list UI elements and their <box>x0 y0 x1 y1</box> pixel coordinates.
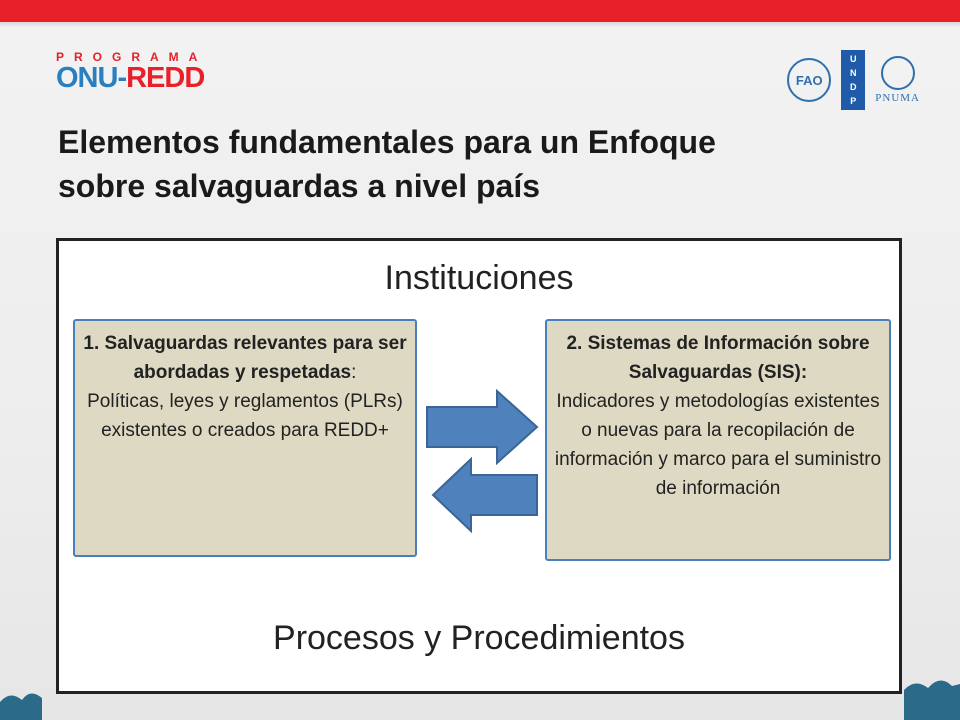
safeguards-box-colon: : <box>351 362 357 383</box>
undp-logo-icon <box>841 50 865 110</box>
fao-logo-text: FAO <box>795 72 823 88</box>
right-arrow-icon <box>425 389 539 465</box>
top-red-bar <box>0 0 960 22</box>
logo-main-text <box>56 62 207 95</box>
logo-onu-text: ONU- <box>56 62 127 94</box>
footer-forest-decoration <box>0 660 960 720</box>
logo-redd-text: REDD <box>126 62 205 94</box>
sis-box <box>545 319 891 561</box>
institutions-label: Instituciones <box>384 259 574 297</box>
safeguards-box <box>73 319 417 557</box>
undp-letter: U <box>850 54 857 64</box>
fao-logo-icon <box>787 58 831 102</box>
processes-label: Procesos y Procedimientos <box>273 619 685 657</box>
partner-logos <box>787 50 920 110</box>
page-title <box>58 120 858 208</box>
left-arrow-icon <box>431 457 539 533</box>
diagram-frame <box>56 238 902 694</box>
title-line-1: Elementos fundamentales para un Enfoque <box>58 124 716 160</box>
pnuma-logo <box>875 56 920 104</box>
undp-letter: N <box>850 68 857 78</box>
logo-programa-text: PROGRAMA <box>56 50 208 64</box>
sis-box-body: Indicadores y metodologías existentes o nuevas para la recopilación de información y marco para el suministro de información <box>554 391 882 499</box>
pnuma-label: PNUMA <box>875 92 920 104</box>
undp-letter: P <box>850 96 857 106</box>
onu-redd-logo <box>56 50 207 95</box>
pnuma-emblem-icon <box>881 56 915 90</box>
undp-letter: D <box>850 82 857 92</box>
title-line-2: sobre salvaguardas a nivel país <box>58 168 541 204</box>
safeguards-box-body: Políticas, leyes y reglamentos (PLRs) existentes o creados para REDD+ <box>87 391 403 441</box>
sis-box-heading: 2. Sistemas de Información sobre Salvaguardas (SIS): <box>566 333 870 383</box>
safeguards-box-heading: 1. Salvaguardas relevantes para ser abordadas y respetadas <box>83 333 407 383</box>
